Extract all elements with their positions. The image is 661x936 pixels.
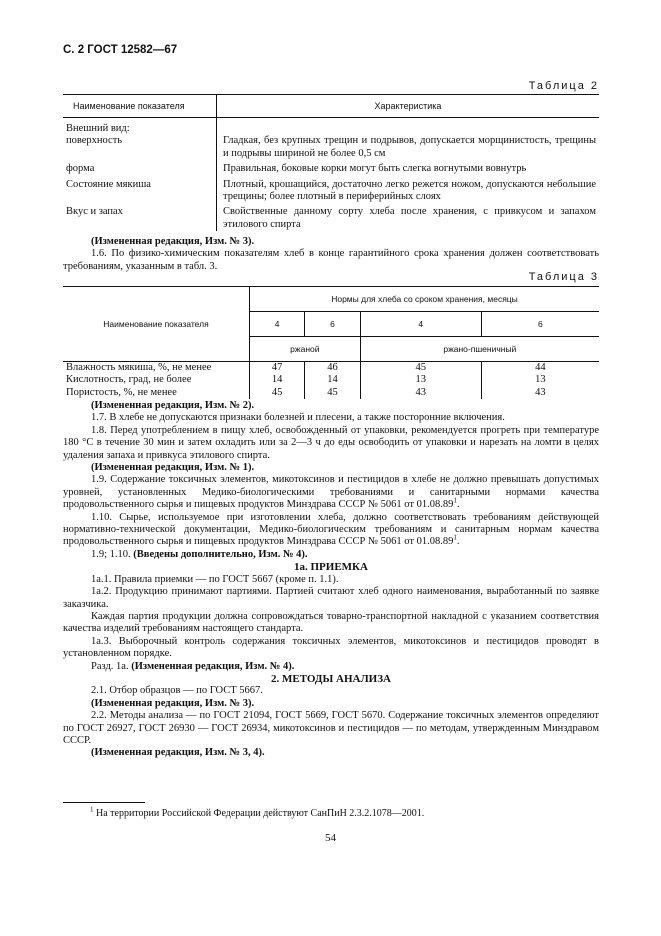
table3-cell: 13 — [481, 374, 599, 386]
table2-row-value: Правильная, боковые корки могут быть слегка вогнутыми вовнутрь — [223, 163, 527, 175]
note-1-9-1-10 — [63, 549, 599, 561]
footnote-text: На территории Российской Федерации действуют СанПиН 2.3.2.1078—2001. — [96, 808, 425, 819]
table2-row-name: поверхность — [63, 135, 217, 160]
footnote-ref: 1 — [453, 496, 457, 505]
table3-type-header: ржаной — [250, 337, 361, 362]
table3-col1-header: Наименование показателя — [63, 287, 250, 362]
paragraph-1-10-text: 1.10. Сырье, используемое при изготовлении хлеба, должно соответствовать требованиям действующей нормативно-технической документации, Медико-биологическим требованиям и санитарным нормам качества продовольственного сырья и пищевых продуктов Минздрава СССР № 5061 от 01.08.89 — [63, 511, 599, 548]
text-block-1 — [63, 236, 599, 273]
table3-cell: 43 — [360, 387, 481, 399]
paragraph-1-8: 1.8. Перед употреблением в пищу хлеб, освобожденный от упаковки, рекомендуется прогреть при температуре 180 °С в течение 30 мин и затем охладить или за 2—3 ч до еды освободить от упаковки и нарезать на ломти в целях удаления запаха и привкуса этилового спирта. — [63, 424, 599, 461]
paragraph-1a-1: 1а.1. Правила приемки — по ГОСТ 5667 (кроме п. 1.1). — [91, 573, 339, 585]
footnote-mark: 1 — [90, 805, 94, 814]
table2-row-name: Вкус и запах — [63, 203, 217, 231]
paragraph-1-7: 1.7. В хлебе не допускаются признаки болезней и плесени, а также посторонние включения. — [91, 412, 505, 424]
table3-month-header: 4 — [360, 312, 481, 337]
table3-cell: 43 — [481, 387, 599, 399]
section-1a-heading: 1а. ПРИЕМКА — [294, 561, 368, 574]
page-number: 54 — [325, 832, 336, 844]
table3-caption: Таблица 3 — [528, 271, 599, 283]
amendment-note: (Измененная редакция, Изм. № 3). — [91, 236, 255, 247]
table3-cell: 47 — [250, 362, 305, 375]
paragraph-1-9-text: 1.9. Содержание токсичных элементов, микотоксинов и пестицидов в хлебе не должно превышать допустимых уровней, установленных Медико-биологическими требованиями и санитарными нормами качества продовольственного сырья и пищевых продуктов Минздрава СССР № 5061 от 01.08.89 — [63, 474, 599, 511]
table2-row-name: форма — [63, 160, 217, 175]
paragraph-2-2: 2.2. Методы анализа — по ГОСТ 21094, ГОСТ 5669, ГОСТ 5670. Содержание токсичных элементов определяют по ГОСТ 26927, ГОСТ 26930 — ГОСТ 26934, микотоксинов и пестицидов — по методам, утвержденным Минздравом СССР. — [63, 710, 599, 746]
table3-type-header: ржано-пшеничный — [360, 337, 599, 362]
section-2-heading: 2. МЕТОДЫ АНАЛИЗА — [271, 672, 391, 685]
table2-row-value: Свойственные данному сорту хлеба после хранения, с привкусом и запахом этилового спирта — [223, 206, 596, 230]
table3-month-header: 4 — [250, 312, 305, 337]
note-label: Разд. 1а. — [91, 660, 129, 672]
table3-cell: 14 — [250, 374, 305, 386]
table2-caption: Таблица 2 — [528, 80, 599, 92]
table2-row-value: Гладкая, без крупных трещин и подрывов, допускается морщинистость, трещины и подрывы шириной не более 0,5 см — [223, 135, 596, 159]
table3-row-name: Влажность мякиша, %, не менее — [66, 362, 212, 373]
table3-row-name: Пористость, %, не менее — [66, 386, 177, 398]
table2-group: Внешний вид: — [63, 118, 217, 136]
amendment-note: (Измененная редакция, Изм. № 3). — [91, 697, 255, 709]
page-header: С. 2 ГОСТ 12582—67 — [63, 44, 178, 56]
table3-cell: 45 — [250, 387, 305, 399]
table-2 — [63, 94, 599, 231]
footnote-ref: 1 — [453, 533, 457, 542]
table2-col1-header: Наименование показателя — [63, 95, 217, 118]
table2-row-name: Состояние мякиша — [63, 176, 217, 204]
table2-row-value: Плотный, крошащийся, достаточно легко режется ножом, допускаются небольшие трещины; более плотный в периферийных слоях — [223, 178, 596, 203]
note-razd-1a — [63, 661, 599, 673]
table2-col2-header: Характеристика — [217, 95, 600, 118]
paragraph-1-6: 1.6. По физико-химическим показателям хлеб в конце гарантийного срока хранения должен соответствовать требованиям, указанным в табл. 3. — [63, 248, 599, 272]
paragraph-1-10: 1.10. Сырье, используемое при изготовлении хлеба, должно соответствовать требованиям действующей нормативно-технической документации, Медико-биологическим требованиям и санитарным нормам качества продовольственного сырья и пищевых продуктов Минздрава СССР № 5061 от 01.08.89$^1$. — [63, 511, 599, 548]
amendment-note: (Введены дополнительно, Изм. № 4). — [133, 548, 308, 560]
table3-norms-header: Нормы для хлеба со сроком хранения, месяцы — [250, 287, 600, 312]
amendment-note: (Измененная редакция, Изм. № 2). — [91, 400, 255, 411]
table3-cell: 45 — [305, 387, 360, 399]
text-block-2 — [63, 400, 599, 760]
footnote — [90, 805, 425, 820]
paragraph-1a-2: 1а.2. Продукцию принимают партиями. Партией считают хлеб одного наименования, выработанный по заявке заказчика. — [63, 586, 599, 610]
table3-cell: 14 — [305, 374, 360, 386]
paragraph-1-9: 1.9. Содержание токсичных элементов, микотоксинов и пестицидов в хлебе не должно превышать допустимых уровней, установленных Медико-биологическими требованиями и санитарными нормами качества продовольственного сырья и пищевых продуктов Минздрава СССР № 5061 от 01.08.89$^1$. — [63, 474, 599, 511]
paragraph-2-1: 2.1. Отбор образцов — по ГОСТ 5667. — [91, 685, 263, 697]
amendment-note: (Измененная редакция, Изм. № 3, 4). — [91, 747, 265, 759]
note-label: 1.9; 1.10. — [91, 548, 131, 560]
table3-cell: 13 — [360, 374, 481, 386]
table3-row-name: Кислотность, град, не более — [66, 374, 192, 386]
table3-cell: 45 — [360, 362, 481, 375]
table3-cell: 44 — [481, 362, 599, 375]
footnote-divider — [63, 802, 145, 803]
table3-month-header: 6 — [305, 312, 360, 337]
table3-month-header: 6 — [481, 312, 599, 337]
table3-cell: 46 — [305, 362, 360, 375]
amendment-note: (Измененная редакция, Изм. № 4). — [131, 660, 295, 672]
table-3 — [63, 286, 599, 399]
paragraph-1a-2b: Каждая партия продукции должна сопровождаться товарно-транспортной накладной с указанием соответствия качества изделий требованиям настоящего стандарта. — [63, 610, 599, 635]
amendment-note: (Измененная редакция, Изм. № 1). — [91, 462, 255, 474]
paragraph-1a-3: 1а.3. Выборочный контроль содержания токсичных элементов, микотоксинов и пестицидов проводят в установленном порядке. — [63, 635, 599, 660]
